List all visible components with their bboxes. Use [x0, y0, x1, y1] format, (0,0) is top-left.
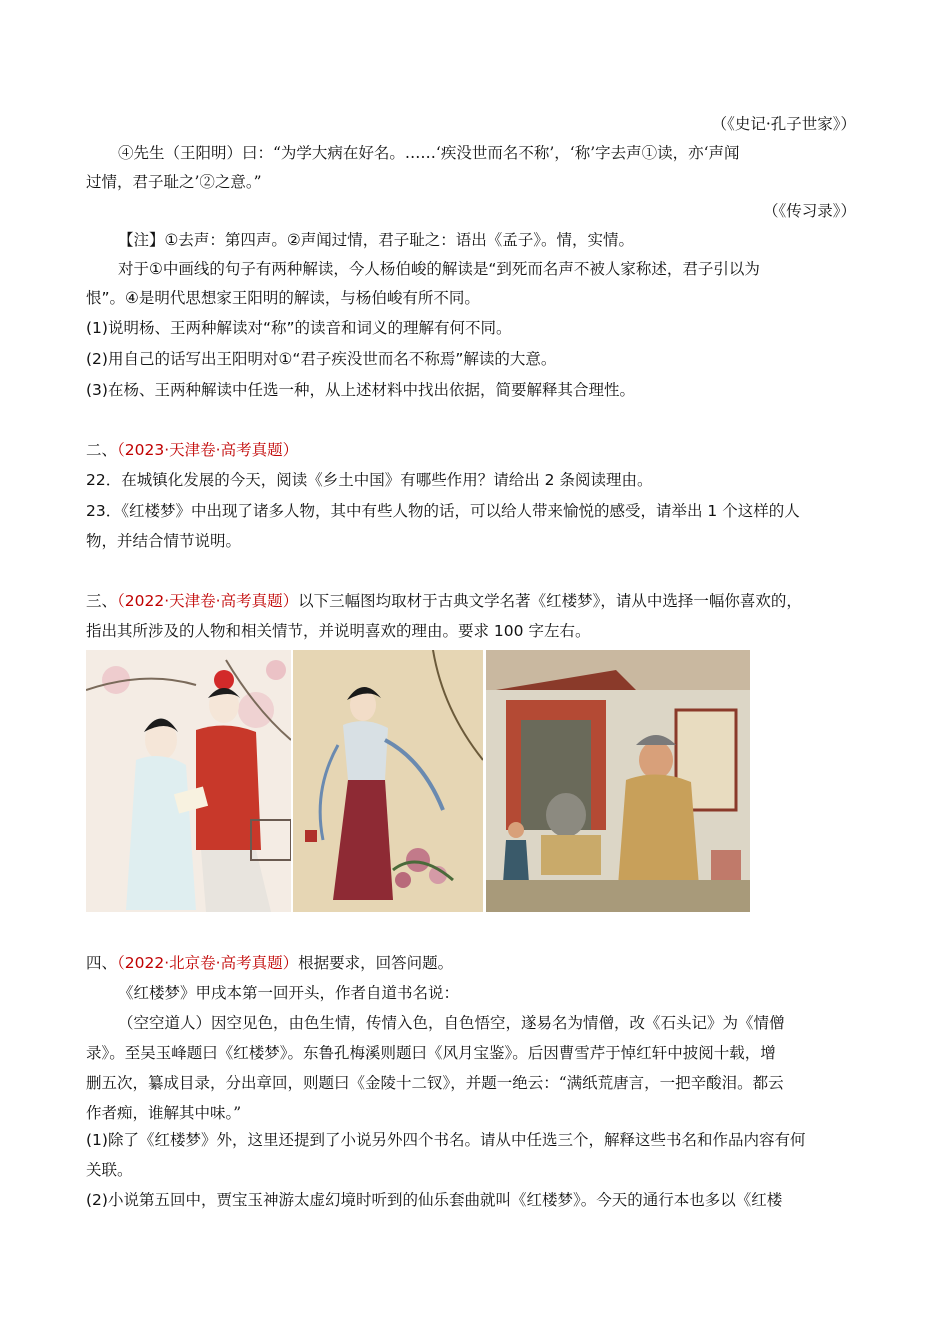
p4-quote-line3: 删五次，纂成目录，分出章回，则题曰《金陵十二钗》，并题一绝云：“满纸荒唐言，一把辛酸泪。都云: [86, 1074, 784, 1092]
question-23-line1: 23．《红楼梦》中出现了诸多人物，其中有些人物的话，可以给人带来愉悦的感受，请举出 1 个这样的人: [86, 502, 800, 520]
source-shiji: （《史记·孔子世家》）: [711, 115, 856, 133]
section-3-text-line2: 指出其所涉及的人物和相关情节，并说明喜欢的理由。要求 100 字左右。: [86, 622, 591, 640]
section-2-tag: （2023·天津卷·高考真题）: [117, 441, 299, 459]
question-1: (1)说明杨、王两种解读对“称”的读音和词义的理解有何不同。: [86, 319, 512, 337]
section-4-heading: [86, 953, 453, 973]
section-2-heading: [86, 440, 298, 460]
p4-intro: 《红楼梦》甲戌本第一回开头，作者自道书名说：: [118, 984, 460, 1002]
section-4-tag: （2022·北京卷·高考真题）: [117, 954, 299, 972]
question-22: 22．在城镇化发展的今天，阅读《乡土中国》有哪些作用？请给出 2 条阅读理由。: [86, 471, 653, 489]
question-2: (2)用自己的话写出王阳明对①“君子疾没世而名不称焉”解读的大意。: [86, 350, 557, 368]
p4-question-2: (2)小说第五回中，贾宝玉神游太虚幻境时听到的仙乐套曲就叫《红楼梦》。今天的通行本也多以《红楼: [86, 1191, 783, 1209]
p4-quote-line2: 录》。至吴玉峰题曰《红楼梦》。东鲁孔梅溪则题曰《风月宝鉴》。后因曹雪芹于悼红轩中披阅十载，增: [86, 1044, 776, 1062]
question-3: (3)在杨、王两种解读中任选一种，从上述材料中找出依据，简要解释其合理性。: [86, 381, 635, 399]
item4-line1: ④先生（王阳明）曰：“为学大病在好名。……‘疾没世而名不称’，‘称’字去声①读，亦‘声闻: [118, 144, 740, 162]
p4-quote-line4: 作者痴，谁解其中味。”: [86, 1104, 242, 1122]
p4-question-1-line2: 关联。: [86, 1161, 133, 1179]
illustration-gate-scene: [486, 650, 750, 912]
section-3-heading: [86, 591, 802, 611]
section-2-number: 二、: [86, 441, 118, 459]
p4-quote-line1: （空空道人）因空见色，由色生情，传情入色，自色悟空，遂易名为情僧，改《石头记》为《情僧: [118, 1014, 785, 1032]
para1-line1: 对于①中画线的句子有两种解读，今人杨伯峻的解读是“到死而名声不被人家称述，君子引以为: [118, 260, 760, 278]
item4-line2: 过情，君子耻之’②之意。”: [86, 173, 262, 191]
p4-question-1-line1: (1)除了《红楼梦》外，这里还提到了小说另外四个书名。请从中任选三个，解释这些书名和作品内容有何: [86, 1131, 806, 1149]
section-3-number: 三、: [86, 592, 118, 610]
section-3-tag: （2022·天津卷·高考真题）: [117, 592, 299, 610]
section-3-text: 以下三幅图均取材于古典文学名著《红楼梦》，请从中选择一幅你喜欢的，: [298, 592, 802, 610]
source-chuanxilu: （《传习录》）: [762, 202, 856, 220]
section-4-text: 根据要求，回答问题。: [298, 954, 454, 972]
illustration-reading-couple: [86, 650, 291, 912]
section-4-number: 四、: [86, 954, 118, 972]
note: 【注】①去声：第四声。②声闻过情，君子耻之：语出《孟子》。情，实情。: [118, 231, 635, 249]
para1-line2: 恨”。④是明代思想家王阳明的解读，与杨伯峻有所不同。: [86, 289, 480, 307]
illustration-lady-with-peonies: [293, 650, 483, 912]
question-23-line2: 物，并结合情节说明。: [86, 532, 242, 550]
